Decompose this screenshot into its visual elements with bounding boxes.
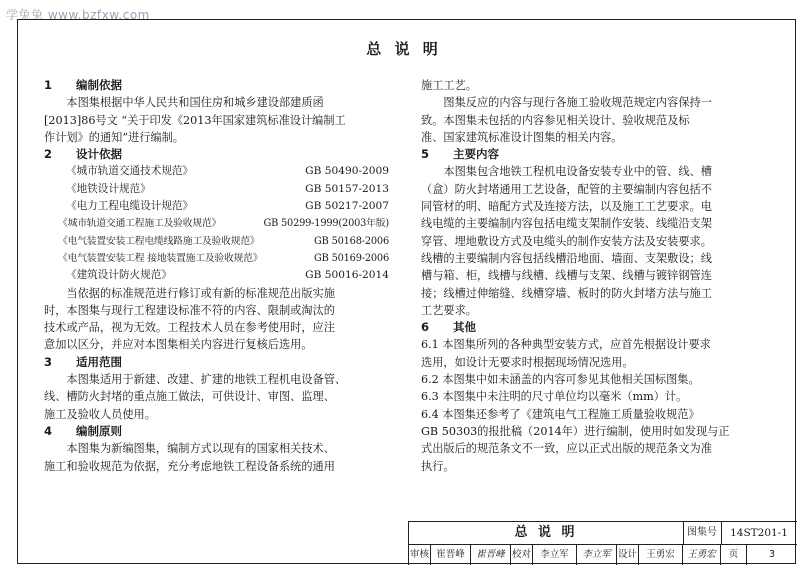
standard-name: 《城市轨道交通技术规范》 — [66, 165, 194, 178]
standard-code: GB 50157-2013 — [305, 182, 389, 195]
section-number: 6 — [421, 320, 430, 335]
check-name: 李立军 — [533, 544, 577, 565]
standard-name: 《建筑设计防火规范》 — [66, 269, 172, 282]
section-heading — [44, 354, 389, 371]
section-number: 4 — [44, 423, 53, 438]
standard-code: GB 50168-2006 — [314, 235, 389, 247]
section-heading — [421, 146, 773, 163]
text-line: 工艺要求。 — [421, 303, 477, 317]
title-block-title: 总 说 明 — [409, 522, 684, 544]
text-line: [2013]86号文 “关于印发《2013年国家建筑标准设计编制工 — [44, 113, 346, 127]
page-title: 总 说 明 — [366, 40, 442, 58]
standard-name: 《电力工程电缆设计规范》 — [66, 200, 194, 213]
text-line: 时，本图集与现行工程建设标准不符的内容、限制或淘汰的 — [44, 303, 335, 317]
review-signature: 崔晋峰 — [471, 544, 511, 565]
text-line: 6.3 本图集中未注明的尺寸单位均以毫米（mm）计。 — [421, 390, 688, 404]
section-title: 其他 — [453, 320, 476, 335]
text-line: 线电缆的主要编制内容包括电缆支架制作安装、线缆沿支架 — [421, 217, 712, 231]
text-line: 执行。 — [421, 459, 455, 473]
standard-code: GB 50490-2009 — [305, 165, 389, 178]
watermark: 学兔兔 www.bzfxw.com — [6, 8, 150, 22]
text-line: 致。本图集未包括的内容参见相关设计、验收规范及标 — [421, 113, 690, 127]
text-line: GB 50303的报批稿（2014年）进行编制，使用时如发现与正 — [421, 424, 730, 438]
standard-reference — [44, 181, 389, 198]
standard-code: GB 50016-2014 — [305, 269, 389, 282]
text-line: 施工及验收人员使用。 — [44, 407, 156, 421]
standard-code: GB 50217-2007 — [305, 200, 389, 213]
text-line: 式出版后的规范条文不一致，应以正式出版的规范条文为准 — [421, 442, 712, 456]
text-line: 本图集适用于新建、改建、扩建的地铁工程机电设备管、 — [66, 373, 347, 387]
review-label: 审核 — [409, 544, 431, 565]
text-line: 本图集根据中华人民共和国住房和城乡建设部建质函 — [66, 96, 324, 110]
text-line: 槽与箱、柜，线槽与线槽、线槽与支架、线槽与镀锌钢管连 — [421, 269, 712, 283]
text-line: 接；线槽过伸缩缝、线槽穿墙、板时的防火封堵方法与施工 — [421, 286, 712, 300]
text-line: 本图集为新编图集，编制方式以现有的国家相关技术、 — [66, 442, 335, 456]
design-name: 王勇宏 — [639, 544, 683, 565]
review-name: 崔晋峰 — [431, 544, 471, 565]
section-number: 5 — [421, 147, 430, 162]
standard-name: 《城市轨道交通工程施工及验收规范》 — [58, 218, 222, 230]
right-column — [421, 77, 773, 475]
standard-reference — [44, 163, 389, 180]
standard-name: 《电气装置安装工程电缆线路施工及验收规范》 — [58, 235, 260, 247]
text-line: 技术或产品，视为无效。工程技术人员在参考使用时，应注 — [44, 321, 335, 335]
section-heading — [421, 319, 773, 336]
design-signature: 王勇宏 — [683, 544, 721, 565]
section-title: 适用范围 — [76, 354, 122, 369]
text-line: 施工和验收规范为依据，充分考虑地铁工程设备系统的通用 — [44, 459, 335, 473]
title-block — [408, 521, 797, 565]
standard-code: GB 50299-1999(2003年版) — [263, 218, 389, 230]
page-label: 页 — [721, 544, 747, 565]
text-line: 图集反应的内容与现行各施工验收规范规定内容保持一 — [443, 96, 712, 110]
standard-reference — [44, 233, 389, 250]
text-line: 本图集包含地铁工程机电设备安装专业中的管、线、槽 — [443, 165, 712, 179]
standard-reference — [44, 198, 389, 215]
check-label: 校对 — [511, 544, 533, 565]
section-heading — [44, 146, 389, 163]
section-title: 主要内容 — [453, 147, 499, 162]
text-line: 线槽的主要编制内容包括线槽沿地面、墙面、支架敷设；线 — [421, 251, 712, 265]
standard-reference — [44, 215, 389, 232]
text-line: 当依据的标准规范进行修订或有新的标准规范出版实施 — [66, 286, 335, 300]
atlas-number: 14ST201-1 — [730, 527, 788, 539]
text-line: 施工工艺。 — [421, 79, 477, 92]
section-heading — [44, 423, 389, 440]
left-column — [44, 77, 389, 475]
standard-name: 《地铁设计规范》 — [66, 182, 151, 195]
section-title: 编制原则 — [76, 423, 122, 438]
section-title: 设计依据 — [76, 147, 122, 162]
section-heading — [44, 77, 389, 94]
text-line: 6.1 本图集所列的各种典型安装方式，应首先根据设计要求 — [421, 338, 711, 352]
text-line: 穿管、埋地敷设方式及电缆头的制作安装方法及安装要求。 — [421, 234, 712, 248]
standard-reference — [44, 250, 389, 267]
standard-reference — [44, 267, 389, 284]
text-line: 线、槽防火封堵的重点施工做法，可供设计、审图、监理、 — [44, 390, 335, 404]
page-number: 3 — [768, 549, 776, 560]
text-line: 作计划》的通知”进行编制。 — [44, 130, 184, 144]
text-line: 选用，如设计无要求时根据现场情况选用。 — [421, 355, 634, 369]
standard-code: GB 50169-2006 — [314, 252, 389, 264]
check-signature: 李立军 — [577, 544, 617, 565]
section-number: 3 — [44, 354, 53, 369]
text-line: 6.4 本图集还参考了《建筑电气工程施工质量验收规范》 — [421, 407, 700, 421]
atlas-number-label: 图集号 — [683, 522, 722, 544]
text-line: 同管材的明、暗配方式及连接方法，以及施工工艺要求。电 — [421, 200, 712, 214]
section-number: 2 — [44, 147, 53, 162]
text-line: 准、国家建筑标准设计图集的相关内容。 — [421, 130, 623, 144]
text-line: 6.2 本图集中如未涵盖的内容可参见其他相关国标图集。 — [421, 373, 700, 387]
design-label: 设计 — [617, 544, 639, 565]
text-line: 意加以区分，并应对本图集相关内容进行复核后选用。 — [44, 338, 313, 352]
section-number: 1 — [44, 78, 53, 92]
section-title: 编制依据 — [76, 78, 122, 92]
text-line: （盒）防火封堵通用工艺设备，配管的主要编制内容包括不 — [421, 182, 712, 196]
standard-name: 《电气装置安装工程 接地装置施工及验收规范》 — [58, 252, 263, 264]
